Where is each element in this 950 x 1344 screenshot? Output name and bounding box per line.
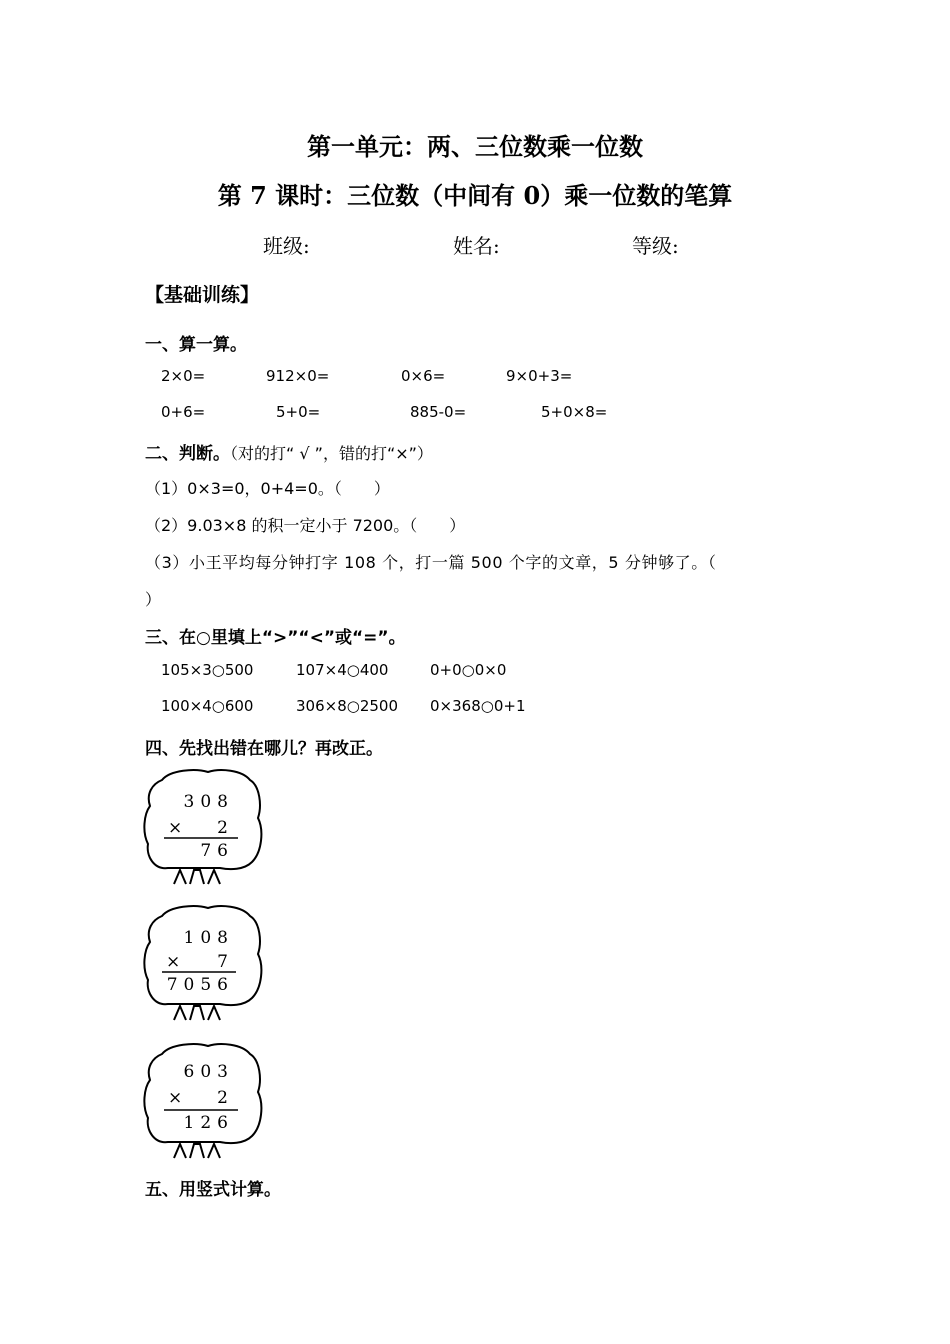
tree-result: 76 [200, 841, 234, 861]
q1-item: 912×0= [266, 367, 330, 385]
error-tree-1 [140, 766, 270, 886]
lesson-subtitle: 第 7 课时：三位数（中间有 0）乘一位数的笔算 [217, 181, 733, 210]
q1-item: 5+0= [276, 403, 321, 421]
q3-item: 306×8○2500 [296, 697, 399, 715]
q3-item: 0×368○0+1 [430, 697, 526, 715]
tree-multiplicand: 603 [183, 1062, 234, 1082]
q3-title: 三、在○里填上“>”“<”或“=”。 [145, 628, 406, 648]
q5-title: 五、用竖式计算。 [145, 1180, 281, 1200]
tree-multiplicand: 108 [183, 928, 234, 948]
tree-multiplicand: 308 [183, 792, 234, 812]
q3-item: 107×4○400 [296, 661, 389, 679]
error-tree-3 [140, 1040, 270, 1160]
q1-title: 一、算一算。 [145, 335, 247, 355]
grade-label: 等级: [632, 234, 679, 258]
q1-item: 2×0= [161, 367, 206, 385]
tree-cloud-icon [140, 902, 270, 1024]
class-label: 班级: [263, 234, 310, 258]
q2-hint: （对的打“ √ ”，错的打“×”） [230, 444, 433, 463]
tree-result: 126 [183, 1113, 234, 1133]
section-basic-training: 【基础训练】 [145, 284, 260, 306]
tree-times-sign: × [168, 1088, 189, 1108]
q2-item-2: （2）9.03×8 的积一定小于 7200。（ ） [145, 516, 466, 535]
tree-times-sign: × [166, 952, 187, 972]
q2-item-3-end: ） [145, 590, 162, 609]
q1-item: 0×6= [401, 367, 446, 385]
q1-item: 9×0+3= [506, 367, 573, 385]
tree-cloud-icon [140, 766, 270, 888]
tree-multiplier: 2 [217, 1088, 234, 1108]
error-tree-2 [140, 902, 270, 1022]
tree-times-sign: × [168, 818, 189, 838]
page-title: 第一单元：两、三位数乘一位数 [307, 132, 643, 161]
q2-title: 二、判断。 [145, 444, 230, 464]
q4-title: 四、先找出错在哪儿？再改正。 [145, 739, 383, 759]
q1-item: 885-0= [410, 403, 467, 421]
tree-cloud-icon [140, 1040, 270, 1162]
q3-item: 105×3○500 [161, 661, 254, 679]
tree-multiplier: 2 [217, 818, 234, 838]
q3-item: 0+0○0×0 [430, 661, 507, 679]
tree-multiplier: 7 [217, 952, 234, 972]
q2-item-3: （3）小王平均每分钟打字 108 个，打一篇 500 个字的文章，5 分钟够了。（ [145, 553, 717, 572]
q3-item: 100×4○600 [161, 697, 254, 715]
q2-item-1: （1）0×3=0，0+4=0。（ ） [145, 479, 390, 498]
tree-result: 7056 [166, 975, 234, 995]
name-label: 姓名: [453, 234, 500, 258]
q1-item: 0+6= [161, 403, 206, 421]
q1-item: 5+0×8= [541, 403, 608, 421]
